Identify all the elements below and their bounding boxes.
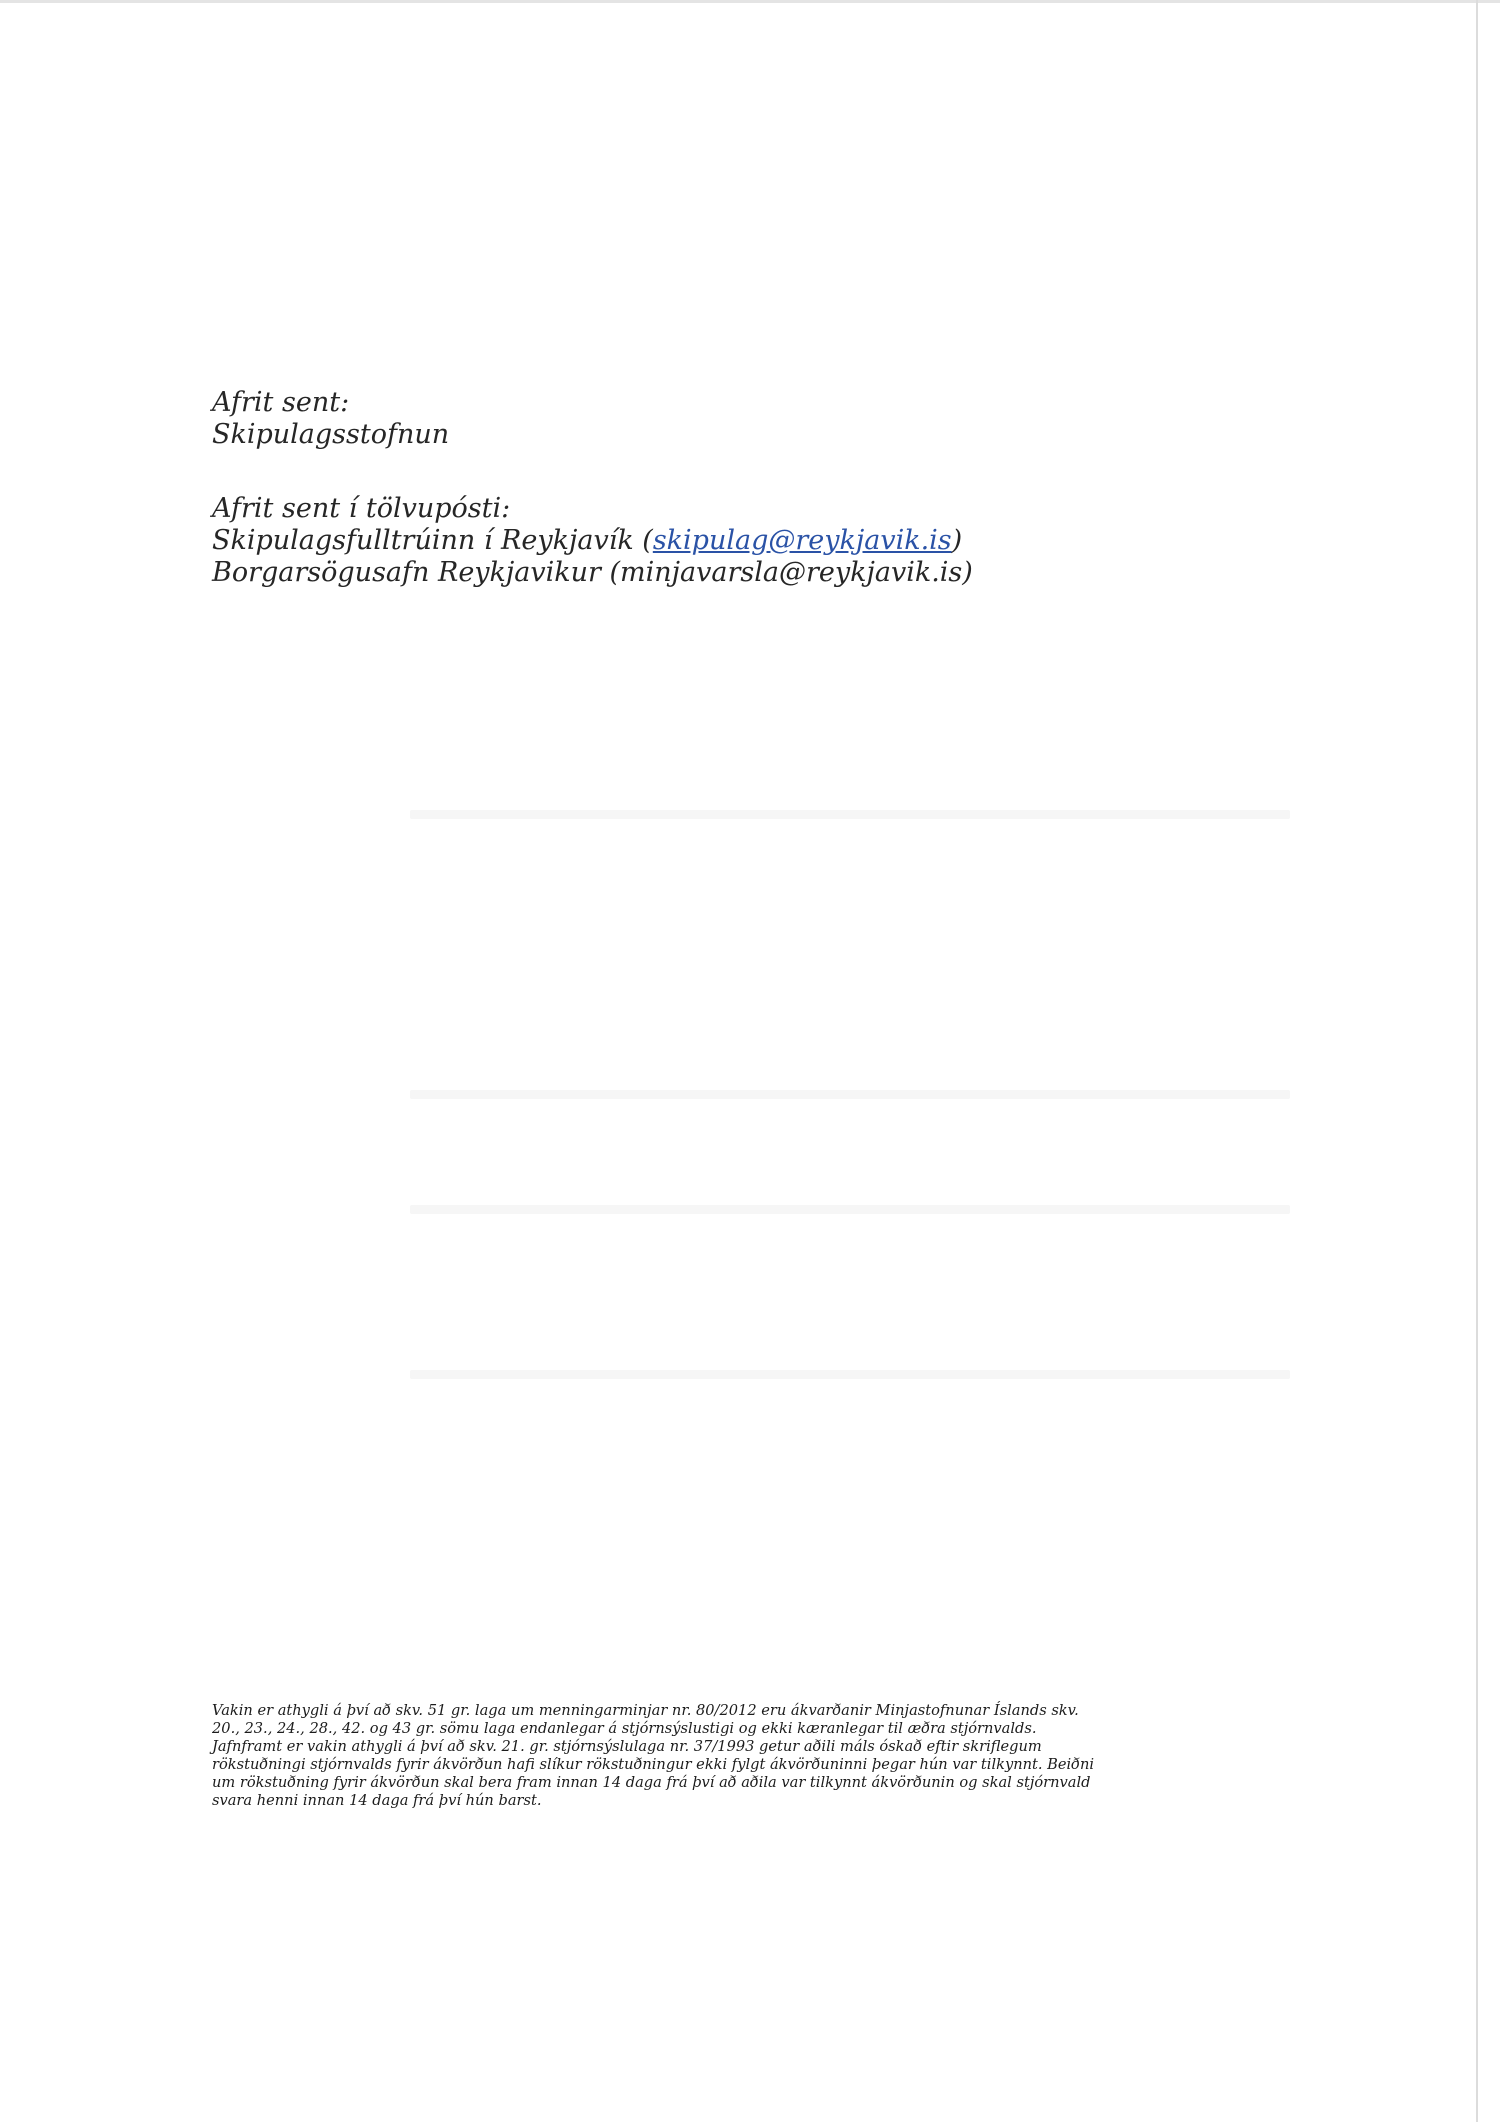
legal-notice <box>212 1702 1112 1810</box>
recipient-1-close: ) <box>951 525 963 556</box>
show-through-mark <box>410 810 1290 819</box>
page-edge <box>1476 0 1478 2122</box>
email-link[interactable]: skipulag@reykjavik.is <box>652 525 952 556</box>
show-through-mark <box>410 1370 1290 1379</box>
copies-sent-recipient: Skipulagsstofnun <box>212 419 450 450</box>
show-through-mark <box>410 1090 1290 1099</box>
recipient-1-name: Skipulagsfulltrúinn í Reykjavík ( <box>212 525 653 556</box>
legal-notice-line: um rökstuðning fyrir ákvörðun skal bera fram innan 14 daga frá því að aðila var tilkynnt ákvörðunin og skal stjórnvald <box>212 1774 1091 1791</box>
legal-notice-line: rökstuðningi stjórnvalds fyrir ákvörðun hafi slíkur rökstuðningur ekki fylgt ákvörðuninni þegar hún var tilkynnt. Beiðni <box>212 1756 1095 1773</box>
copies-sent-heading: Afrit sent: <box>212 387 350 418</box>
legal-notice-line: svara henni innan 14 daga frá því hún barst. <box>212 1792 542 1809</box>
legal-notice-line: Jafnframt er vakin athygli á því að skv. 21. gr. stjórnsýslulaga nr. 37/1993 getur aðili máls óskað eftir skriflegum <box>212 1738 1042 1755</box>
page-edge <box>0 0 1500 3</box>
copies-email-recipient-1 <box>212 525 1312 557</box>
copies-email-recipient-2: Borgarsögusafn Reykjavikur (minjavarsla@reykjavik.is) <box>212 557 973 588</box>
copies-block <box>212 387 1312 589</box>
legal-notice-line: Vakin er athygli á því að skv. 51 gr. laga um menningarminjar nr. 80/2012 eru ákvarðanir Minjastofnunar Íslands skv. <box>212 1702 1079 1719</box>
legal-notice-line: 20., 23., 24., 28., 42. og 43 gr. sömu laga endanlegar á stjórnsýslustigi og ekki kæranlegar til æðra stjórnvalds. <box>212 1720 1037 1737</box>
copies-email-heading: Afrit sent í tölvupósti: <box>212 493 511 524</box>
show-through-mark <box>410 1205 1290 1214</box>
